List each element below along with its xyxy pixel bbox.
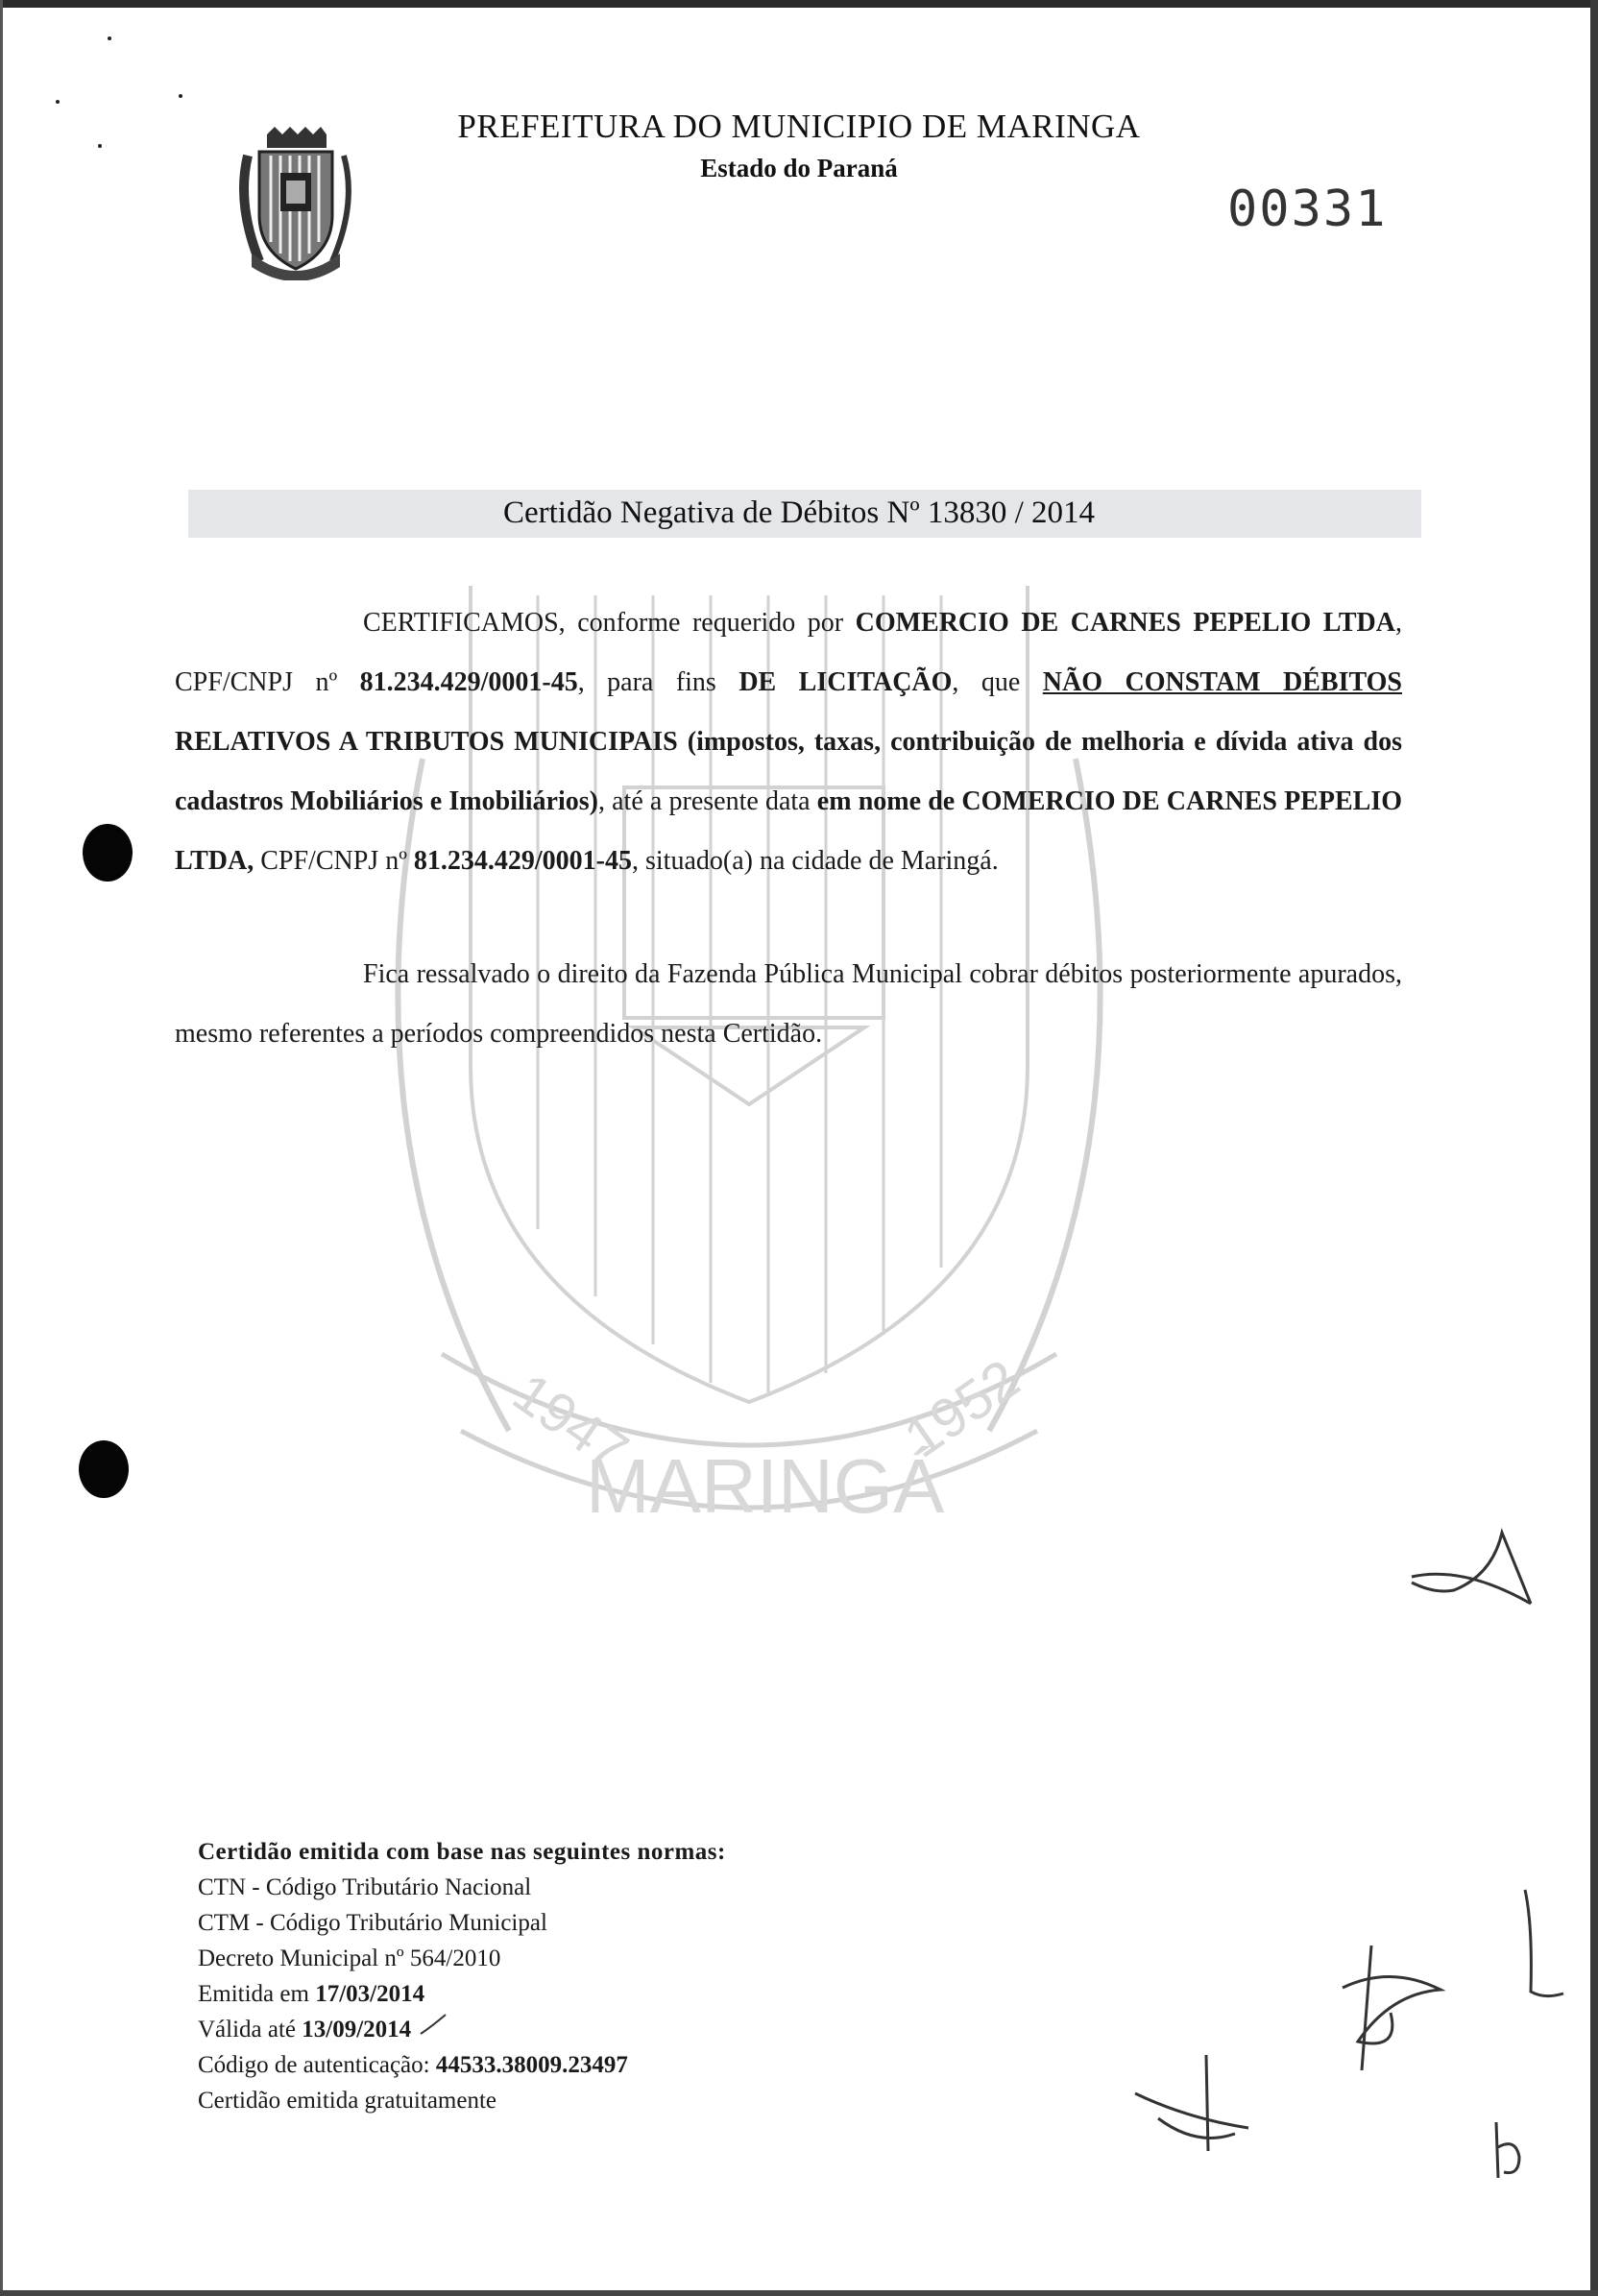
auth-code: 44533.38009.23497: [435, 2052, 628, 2078]
punch-hole-bottom: [79, 1440, 129, 1498]
issued-label: Emitida em: [198, 1981, 316, 2007]
scan-speck: [108, 36, 111, 40]
scan-border-top: [0, 0, 1598, 8]
requester-name: COMERCIO DE CARNES PEPELIO LTDA: [855, 608, 1395, 638]
scan-speck: [56, 100, 60, 104]
scan-speck: [179, 94, 182, 98]
free-issue-note: Certidão emitida gratuitamente: [198, 2088, 496, 2114]
norms-block: [198, 1834, 726, 2118]
certificate-title: Certidão Negativa de Débitos Nº 13830 / 2014: [502, 495, 1096, 530]
watermark-year-left: 1947: [501, 1361, 640, 1484]
coat-of-arms-icon: [230, 127, 361, 280]
norm-ctn: CTN - Código Tributário Nacional: [198, 1874, 532, 1900]
norm-ctm: CTM - Código Tributário Municipal: [198, 1910, 547, 1936]
cnpj-number: 81.234.429/0001-45: [359, 667, 578, 697]
text-run: , situado(a) na cidade de Maringá.: [632, 846, 999, 876]
reservation-paragraph: [175, 945, 1402, 1064]
handwritten-signature-bottom: [1129, 2051, 1254, 2157]
text-run: , CPF/CNPJ nº: [175, 608, 1402, 697]
norms-heading: Certidão emitida com base nas seguintes normas:: [198, 1839, 726, 1865]
state-subtitle: Estado do Paraná: [700, 154, 898, 182]
punch-hole-top: [83, 824, 133, 882]
text-run: CPF/CNPJ nº: [254, 846, 414, 876]
handwritten-initial-top: [1406, 1527, 1540, 1613]
municipality-title: PREFEITURA DO MUNICIPIO DE MARINGA: [457, 108, 1141, 145]
handwritten-signature-mid: [1333, 1936, 1448, 2080]
issued-date-line: [198, 1976, 726, 2012]
holder-name: em nome de COMERCIO DE CARNES PEPELIO LTDA,: [175, 786, 1403, 876]
valid-until-line: [198, 2012, 726, 2047]
handwritten-stroke-right: [1515, 1886, 1573, 2001]
scan-border-left: [0, 0, 3, 2296]
cnpj-number-2: 81.234.429/0001-45: [413, 846, 632, 876]
handwritten-tick: [419, 2013, 448, 2036]
scan-border-bottom: [0, 2290, 1598, 2296]
certificamos-text: CERTIFICAMOS,: [363, 608, 566, 638]
text-run: , até a presente data: [597, 786, 817, 816]
purpose-text: DE LICITAÇÃO: [738, 667, 953, 697]
auth-code-label: Código de autenticação:: [198, 2052, 436, 2078]
nao-constam-text: NÃO CONSTAM DÉBITOS: [1042, 667, 1402, 697]
watermark-year-right: 1952: [893, 1347, 1031, 1470]
text-run: , que: [952, 667, 1043, 697]
certification-paragraph: [175, 593, 1402, 891]
tributos-text: RELATIVOS A TRIBUTOS MUNICIPAIS (impostos, taxas, contribuição de melhoria e dívida ativa dos cadastros Mobiliários e Imobiliários): [175, 727, 1402, 816]
valid-until-date: 13/09/2014: [302, 2017, 412, 2042]
issued-date: 17/03/2014: [315, 1981, 425, 2007]
handwritten-page-initial: [1490, 2118, 1529, 2186]
page-stamp-number: 00331: [1227, 181, 1388, 238]
text-run: , para fins: [577, 667, 739, 697]
auth-code-line: [198, 2047, 726, 2083]
norm-decreto: Decreto Municipal nº 564/2010: [198, 1946, 501, 1971]
reservation-text: Fica ressalvado o direito da Fazenda Pública Municipal cobrar débitos posteriormente apurados, mesmo referentes a períodos compreendidos nesta Certidão.: [175, 959, 1402, 1049]
valid-label: Válida até: [198, 2017, 303, 2042]
text-run: conforme requerido por: [565, 608, 856, 638]
watermark-city: MARINGÁ: [586, 1443, 945, 1527]
scan-border-right: [1590, 0, 1598, 2296]
